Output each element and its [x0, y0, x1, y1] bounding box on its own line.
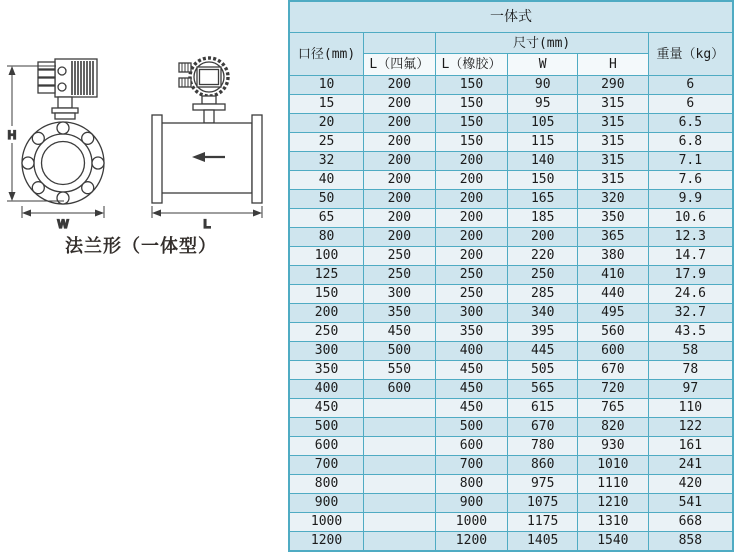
table-cell: 9.9: [648, 189, 733, 208]
table-cell: 6.5: [648, 113, 733, 132]
table-cell: 32: [289, 151, 364, 170]
table-cell: 285: [508, 284, 578, 303]
table-cell: 250: [289, 322, 364, 341]
table-cell: 10.6: [648, 208, 733, 227]
table-cell: [364, 474, 435, 493]
table-row: [289, 379, 733, 398]
table-cell: 300: [364, 284, 435, 303]
table-cell: 7.6: [648, 170, 733, 189]
table-cell: 700: [435, 455, 508, 474]
table-cell: 780: [508, 436, 578, 455]
table-cell: 800: [435, 474, 508, 493]
flowmeter-side-view: [152, 58, 262, 203]
table-cell: 1405: [508, 531, 578, 551]
table-cell: 450: [364, 322, 435, 341]
table-cell: 765: [578, 398, 649, 417]
column-header-l-ptfe: L（四氟）: [364, 54, 435, 76]
column-header-w: W: [508, 54, 578, 76]
table-cell: 350: [289, 360, 364, 379]
table-cell: 17.9: [648, 265, 733, 284]
table-row: [289, 132, 733, 151]
table-cell: 200: [435, 170, 508, 189]
table-cell: 495: [578, 303, 649, 322]
table-cell: 315: [578, 132, 649, 151]
table-cell: 80: [289, 227, 364, 246]
table-cell: 150: [435, 94, 508, 113]
table-cell: 115: [508, 132, 578, 151]
table-body: [289, 76, 733, 552]
table-cell: 365: [578, 227, 649, 246]
table-cell: 600: [578, 341, 649, 360]
table-cell: 200: [364, 113, 435, 132]
table-cell: [364, 455, 435, 474]
table-cell: 350: [435, 322, 508, 341]
table-cell: 560: [578, 322, 649, 341]
table-cell: 1540: [578, 531, 649, 551]
table-cell: 200: [364, 132, 435, 151]
table-cell: 100: [289, 246, 364, 265]
table-cell: 450: [435, 360, 508, 379]
table-cell: 600: [364, 379, 435, 398]
table-cell: 1310: [578, 512, 649, 531]
table-row: [289, 417, 733, 436]
table-cell: 10: [289, 76, 364, 95]
table-cell: 500: [435, 417, 508, 436]
table-cell: 50: [289, 189, 364, 208]
table-cell: 200: [435, 208, 508, 227]
table-cell: 140: [508, 151, 578, 170]
table-row: [289, 284, 733, 303]
table-row: [289, 265, 733, 284]
table-cell: 7.1: [648, 151, 733, 170]
table-cell: 670: [508, 417, 578, 436]
column-header-l-rubber: L（橡胶）: [435, 54, 508, 76]
table-cell: 200: [364, 94, 435, 113]
table-cell: 541: [648, 493, 733, 512]
table-cell: [364, 417, 435, 436]
table-cell: 320: [578, 189, 649, 208]
table-cell: 110: [648, 398, 733, 417]
table-row: [289, 436, 733, 455]
table-cell: 600: [289, 436, 364, 455]
table-cell: 250: [364, 246, 435, 265]
table-cell: 43.5: [648, 322, 733, 341]
flowmeter-diagram-panel: [0, 0, 288, 552]
table-cell: 150: [435, 113, 508, 132]
table-cell: 125: [289, 265, 364, 284]
table-cell: 200: [435, 246, 508, 265]
table-cell: 25: [289, 132, 364, 151]
table-cell: 1075: [508, 493, 578, 512]
table-cell: 20: [289, 113, 364, 132]
table-cell: 250: [435, 284, 508, 303]
table-cell: 315: [578, 151, 649, 170]
table-cell: [364, 531, 435, 551]
table-cell: 930: [578, 436, 649, 455]
table-cell: 450: [435, 398, 508, 417]
table-title-row: [289, 1, 733, 33]
table-cell: 65: [289, 208, 364, 227]
table-cell: 445: [508, 341, 578, 360]
table-cell: 420: [648, 474, 733, 493]
table-cell: 340: [508, 303, 578, 322]
table-cell: 150: [435, 132, 508, 151]
flowmeter-front-view: [22, 59, 104, 204]
table-cell: 1175: [508, 512, 578, 531]
table-cell: 200: [364, 227, 435, 246]
table-cell: 858: [648, 531, 733, 551]
h-dimension-label: H: [7, 128, 17, 142]
table-cell: 32.7: [648, 303, 733, 322]
flowmeter-diagram: [0, 0, 288, 230]
table-cell: 40: [289, 170, 364, 189]
table-cell: [364, 398, 435, 417]
column-header-diameter: 口径(mm): [289, 33, 364, 76]
table-cell: 505: [508, 360, 578, 379]
table-cell: 668: [648, 512, 733, 531]
spec-table: [288, 0, 734, 552]
table-cell: 350: [364, 303, 435, 322]
table-cell: 1000: [289, 512, 364, 531]
table-cell: 150: [289, 284, 364, 303]
table-cell: 200: [364, 76, 435, 95]
table-row: [289, 303, 733, 322]
table-cell: 95: [508, 94, 578, 113]
table-cell: [364, 512, 435, 531]
table-cell: 1210: [578, 493, 649, 512]
table-cell: 450: [435, 379, 508, 398]
table-cell: 975: [508, 474, 578, 493]
table-cell: 600: [435, 436, 508, 455]
table-cell: 241: [648, 455, 733, 474]
table-row: [289, 512, 733, 531]
table-cell: 165: [508, 189, 578, 208]
table-cell: 250: [508, 265, 578, 284]
table-cell: 700: [289, 455, 364, 474]
column-header-size-group: 尺寸(mm): [435, 33, 648, 54]
table-row: [289, 170, 733, 189]
table-row: [289, 398, 733, 417]
cable-glands: [179, 63, 191, 87]
table-cell: 400: [289, 379, 364, 398]
table-cell: 670: [578, 360, 649, 379]
table-row: [289, 76, 733, 95]
table-cell: 14.7: [648, 246, 733, 265]
table-cell: 200: [435, 227, 508, 246]
table-cell: 315: [578, 113, 649, 132]
table-cell: 450: [289, 398, 364, 417]
table-cell: 122: [648, 417, 733, 436]
table-cell: 6: [648, 94, 733, 113]
table-cell: 220: [508, 246, 578, 265]
table-cell: 290: [578, 76, 649, 95]
table-row: [289, 455, 733, 474]
table-cell: 250: [435, 265, 508, 284]
table-cell: 1110: [578, 474, 649, 493]
table-cell: 500: [289, 417, 364, 436]
table-cell: 200: [435, 189, 508, 208]
l-dimension-label: L: [203, 217, 211, 230]
table-cell: 800: [289, 474, 364, 493]
table-cell: 24.6: [648, 284, 733, 303]
diagram-caption: 法兰形（一体型）: [65, 236, 217, 257]
table-row: [289, 341, 733, 360]
table-cell: 250: [364, 265, 435, 284]
table-cell: 395: [508, 322, 578, 341]
table-cell: 500: [364, 341, 435, 360]
table-row: [289, 474, 733, 493]
table-cell: 105: [508, 113, 578, 132]
table-cell: 200: [364, 151, 435, 170]
table-row: [289, 227, 733, 246]
table-cell: [364, 436, 435, 455]
table-cell: 78: [648, 360, 733, 379]
table-cell: 350: [578, 208, 649, 227]
table-row: [289, 531, 733, 551]
table-cell: 315: [578, 94, 649, 113]
table-row: [289, 151, 733, 170]
table-cell: 1200: [289, 531, 364, 551]
table-row: [289, 94, 733, 113]
table-cell: 550: [364, 360, 435, 379]
table-cell: 6: [648, 76, 733, 95]
table-cell: 150: [435, 76, 508, 95]
table-cell: 315: [578, 170, 649, 189]
column-header-weight: 重量（kg）: [648, 33, 733, 76]
table-row: [289, 189, 733, 208]
table-row: [289, 360, 733, 379]
table-cell: 615: [508, 398, 578, 417]
table-cell: 15: [289, 94, 364, 113]
table-cell: 300: [435, 303, 508, 322]
table-row: [289, 493, 733, 512]
column-header-spacer: [364, 33, 435, 54]
table-cell: 200: [364, 189, 435, 208]
table-cell: 58: [648, 341, 733, 360]
table-cell: 185: [508, 208, 578, 227]
table-group-header-row: [289, 33, 733, 54]
table-cell: 6.8: [648, 132, 733, 151]
column-header-h: H: [578, 54, 649, 76]
table-cell: 300: [289, 341, 364, 360]
table-cell: 12.3: [648, 227, 733, 246]
w-dimension-label: W: [57, 217, 69, 230]
table-row: [289, 208, 733, 227]
table-cell: 97: [648, 379, 733, 398]
table-cell: 900: [289, 493, 364, 512]
table-row: [289, 322, 733, 341]
table-cell: 200: [289, 303, 364, 322]
table-cell: 150: [508, 170, 578, 189]
table-cell: 900: [435, 493, 508, 512]
table-cell: 720: [578, 379, 649, 398]
table-cell: 860: [508, 455, 578, 474]
table-cell: 200: [435, 151, 508, 170]
table-cell: 90: [508, 76, 578, 95]
table-cell: 440: [578, 284, 649, 303]
table-title: 一体式: [289, 1, 733, 33]
table-cell: 400: [435, 341, 508, 360]
table-row: [289, 113, 733, 132]
table-cell: [364, 493, 435, 512]
table-cell: 161: [648, 436, 733, 455]
table-cell: 200: [364, 170, 435, 189]
table-cell: 410: [578, 265, 649, 284]
table-cell: 565: [508, 379, 578, 398]
table-cell: 820: [578, 417, 649, 436]
table-cell: 1010: [578, 455, 649, 474]
table-cell: 1000: [435, 512, 508, 531]
table-cell: 380: [578, 246, 649, 265]
table-cell: 200: [364, 208, 435, 227]
table-cell: 1200: [435, 531, 508, 551]
table-cell: 200: [508, 227, 578, 246]
table-row: [289, 246, 733, 265]
